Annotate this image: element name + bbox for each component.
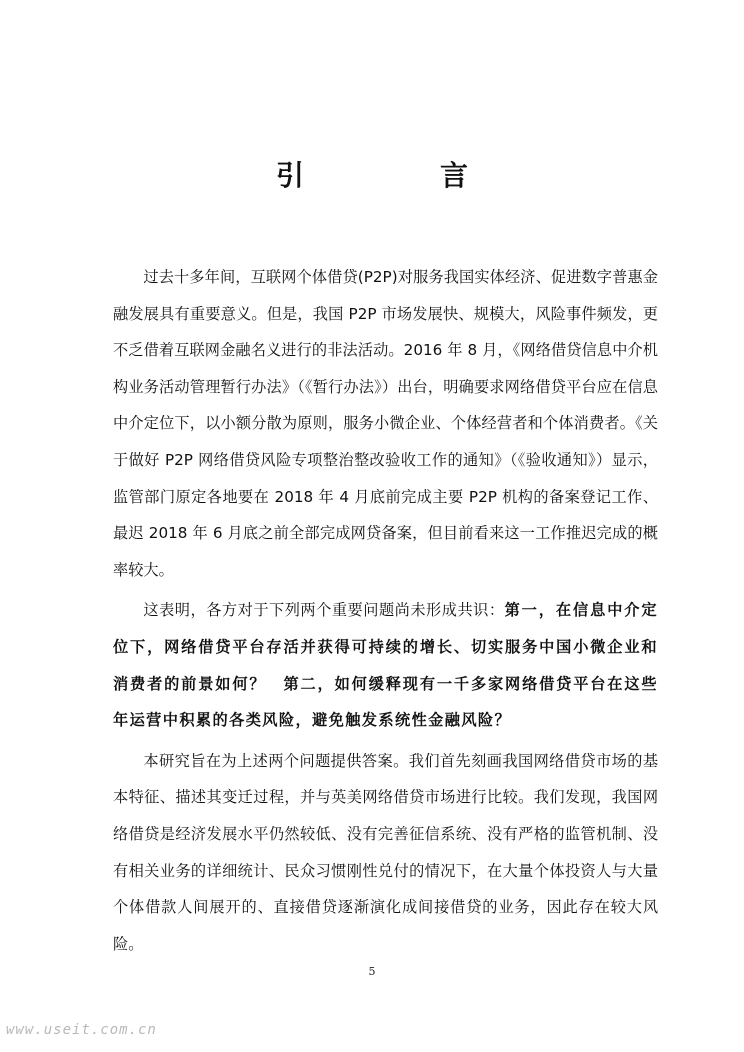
paragraph-background: 过去十多年间，互联网个体借贷(P2P)对服务我国实体经济、促进数字普惠金融发展具有重要意义。但是，我国 P2P 市场发展快、规模大，风险事件频发，更不乏借着互联网金融名义进行的非法活动。2016 年 8 月，《网络借贷信息中介机构业务活动管理暂行办法》（《暂行办法》）出台，明确要求网络借贷平台应在信息中介定位下，以小额分散为原则，服务小微企业、个体经营者和个体消费者。《关于做好 P2P 网络借贷风险专项整治整改验收工作的通知》（《验收通知》）显示，监管部门原定各地要在 2018 年 4 月底前完成主要 P2P 机构的备案登记工作、最迟 2018 年 6 月底之前全部完成网贷备案，但目前看来这一工作推迟完成的概率较大。 (113, 268, 658, 579)
key-questions-bold: 第一，在信息中介定位下，网络借贷平台存活并获得可持续的增长、切实服务中国小微企业和消费者的前景如何？ 第二，如何缓释现有一千多家网络借贷平台在这些年运营中积累的各类风险，避免触发系统性金融风险？ (113, 601, 658, 730)
page-number: 5 (368, 965, 376, 978)
key-questions-lead: 这表明，各方对于下列两个重要问题尚未形成共识： (143, 601, 505, 620)
body-text (113, 259, 658, 966)
paragraph-research-aim: 本研究旨在为上述两个问题提供答案。我们首先刻画我国网络借贷市场的基本特征、描述其变迁过程，并与英美网络借贷市场进行比较。我们发现，我国网络借贷是经济发展水平仍然较低、没有完善征信系统、没有严格的监管机制、没有相关业务的详细统计、民众习惯刚性兑付的情况下，在大量个体投资人与大量个体借款人间展开的、直接借贷逐渐演化成间接借贷的业务，因此存在较大风险。 (113, 751, 658, 953)
paragraph-key-questions (113, 592, 658, 738)
page-title: 引 言 (275, 159, 522, 192)
watermark: www.useit.com.cn (6, 1022, 157, 1038)
